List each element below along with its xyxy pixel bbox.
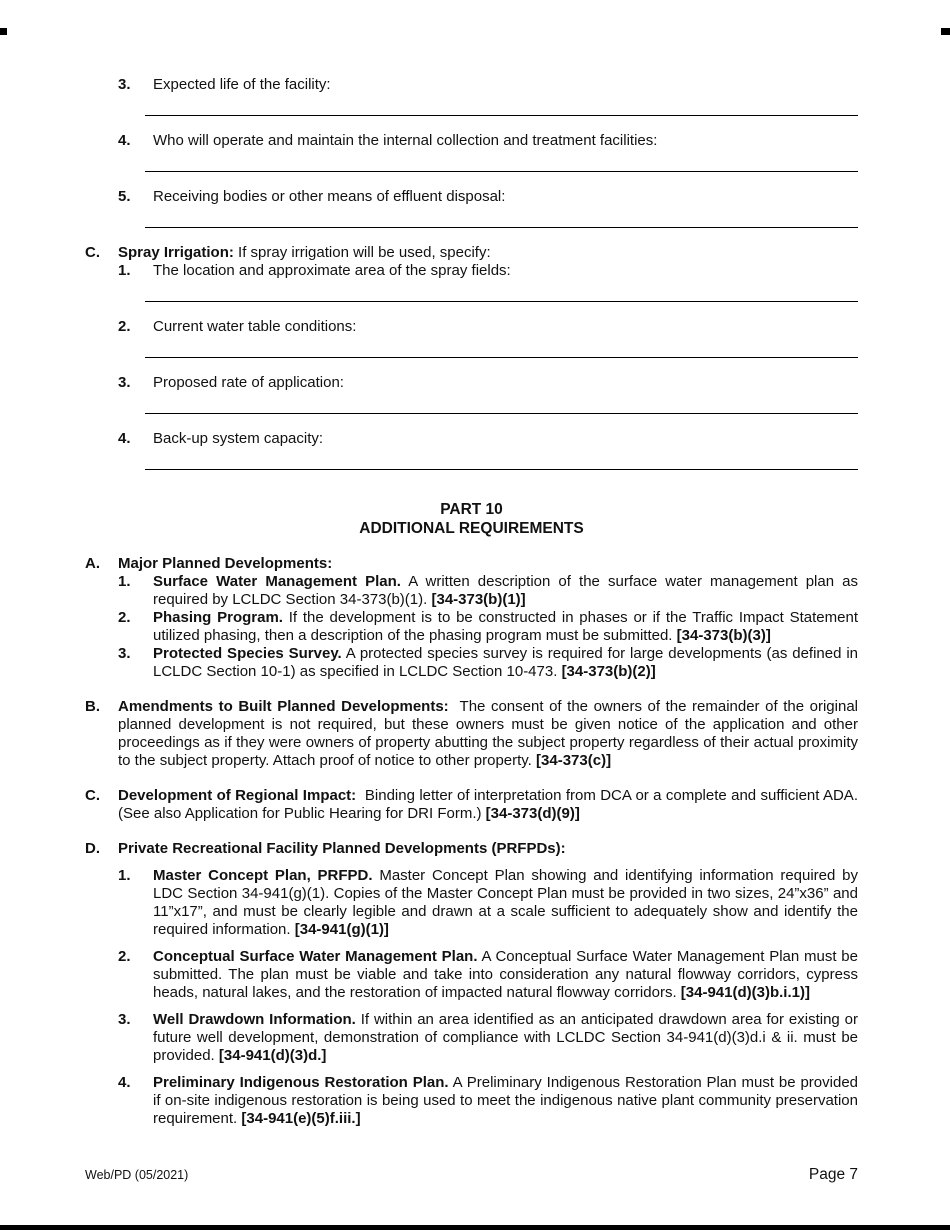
item-number: 3. bbox=[118, 1011, 131, 1028]
item-label: Current water table conditions: bbox=[153, 318, 357, 335]
item-number: 5. bbox=[118, 188, 131, 205]
section-heading-text bbox=[118, 244, 858, 262]
item-label: The location and approximate area of the spray fields: bbox=[153, 262, 511, 279]
answer-blank-line bbox=[145, 227, 858, 228]
code-reference: [34-941(d)(3)d.] bbox=[218, 1047, 327, 1064]
requirement-item bbox=[118, 573, 858, 609]
item-label: Proposed rate of application: bbox=[153, 374, 344, 391]
section-paragraph: Amendments to Built Planned Developments: The consent of the owners of the remainder of the original planned development is not required, but these owners must be given notice of the application and other proceedings as if they were owners of property abutting the subject property regardless of their actual proximity to the subject property. Attach proof of notice to other property. [34-373(c)] bbox=[118, 698, 858, 769]
code-reference: [34-941(e)(5)f.iii.] bbox=[241, 1110, 361, 1127]
code-reference: [34-373(b)(3)] bbox=[676, 627, 771, 644]
code-reference: [34-373(b)(1)] bbox=[431, 591, 526, 608]
form-field bbox=[85, 188, 858, 244]
page-footer bbox=[85, 1166, 858, 1184]
code-reference: [34-941(d)(3)b.i.1)] bbox=[680, 984, 810, 1001]
form-field bbox=[85, 76, 858, 132]
item-number: 4. bbox=[118, 430, 131, 447]
form-field bbox=[85, 318, 858, 374]
section-letter: C. bbox=[85, 244, 100, 261]
item-number: 3. bbox=[118, 374, 131, 391]
answer-blank-line bbox=[145, 301, 858, 302]
section-letter: B. bbox=[85, 698, 100, 715]
requirement-item bbox=[118, 1074, 858, 1128]
requirement-text: Surface Water Management Plan. A written description of the surface water management plan as required by LCLDC Section 34-373(b)(1). [34-373(b)(1)] bbox=[153, 573, 859, 608]
code-reference: [34-941(g)(1)] bbox=[294, 921, 389, 938]
requirement-text: Protected Species Survey. A protected species survey is required for large developments (as defined in LCLDC Section 10-1) as specified in LCLDC Section 10-473. [34-373(b)(2)] bbox=[153, 645, 858, 680]
code-reference: [34-373(c)] bbox=[536, 752, 612, 769]
section-heading: Major Planned Developments: bbox=[118, 555, 333, 572]
item-number: 4. bbox=[118, 132, 131, 149]
item-number: 2. bbox=[118, 609, 131, 626]
answer-blank-line bbox=[145, 469, 858, 470]
item-number: 1. bbox=[118, 262, 131, 279]
section-heading: Private Recreational Facility Planned Developments (PRFPDs): bbox=[118, 840, 566, 857]
requirement-item bbox=[118, 867, 858, 939]
section-letter: A. bbox=[85, 555, 100, 572]
section-letter: C. bbox=[85, 787, 100, 804]
section-letter: D. bbox=[85, 840, 100, 857]
footer-page-number: Page 7 bbox=[808, 1166, 858, 1183]
requirement-text: Master Concept Plan, PRFPD. Master Concept Plan showing and identifying information required by LDC Section 34-941(g)(1). Copies of the Master Concept Plan must be provided in two sizes, 24”x36” and 11”x17”, and must be clearly legible and drawn at a scale sufficient to adequately show and identify the required information. [34-941(g)(1)] bbox=[153, 867, 858, 938]
requirement-text: Phasing Program. If the development is to be constructed in phases or if the Traffic Impact Statement utilized phasing, then a description of the phasing program must be submitted. [34-373(b)(3)] bbox=[153, 609, 858, 644]
requirement-text: Well Drawdown Information. If within an area identified as an anticipated drawdown area for existing or future well development, demonstration of compliance with LCLDC Section 34-941(d)(3)d.i & ii. must be provided. [34-941(d)(3)d.] bbox=[153, 1011, 858, 1064]
requirement-text: Preliminary Indigenous Restoration Plan. A Preliminary Indigenous Restoration Plan must be provided if on-site indigenous restoration is being used to meet the indigenous native plant community preservation requirement. [34-941(e)(5)f.iii.] bbox=[153, 1074, 858, 1127]
item-number: 1. bbox=[118, 573, 131, 590]
part-10-heading bbox=[85, 500, 858, 538]
section-major-planned-developments bbox=[85, 555, 858, 681]
scan-artifact bbox=[941, 28, 950, 35]
form-field bbox=[85, 262, 858, 318]
scan-artifact bbox=[0, 28, 7, 35]
item-number: 1. bbox=[118, 867, 131, 884]
item-label: Receiving bodies or other means of effluent disposal: bbox=[153, 188, 506, 205]
answer-blank-line bbox=[145, 115, 858, 116]
item-number: 2. bbox=[118, 318, 131, 335]
item-label: Expected life of the facility: bbox=[153, 76, 331, 93]
form-field bbox=[85, 430, 858, 486]
section-dri bbox=[85, 787, 858, 823]
answer-blank-line bbox=[145, 413, 858, 414]
form-field bbox=[85, 132, 858, 188]
item-number: 4. bbox=[118, 1074, 131, 1091]
section-paragraph: Development of Regional Impact: Binding letter of interpretation from DCA or a complete and sufficient ADA. (See also Application for Public Hearing for DRI Form.) [34-373(d)(9)] bbox=[118, 787, 858, 822]
item-number: 3. bbox=[118, 645, 131, 662]
code-reference: [34-373(b)(2)] bbox=[561, 663, 656, 680]
item-number: 2. bbox=[118, 948, 131, 965]
requirement-item bbox=[118, 609, 858, 645]
part-subtitle: ADDITIONAL REQUIREMENTS bbox=[359, 520, 584, 537]
scan-artifact bbox=[0, 1225, 950, 1230]
section-prfpd bbox=[85, 840, 858, 1128]
item-label: Who will operate and maintain the internal collection and treatment facilities: bbox=[153, 132, 658, 149]
requirement-item bbox=[118, 645, 858, 681]
item-label: Back-up system capacity: bbox=[153, 430, 324, 447]
requirement-item bbox=[118, 1011, 858, 1065]
answer-blank-line bbox=[145, 171, 858, 172]
requirement-item bbox=[118, 948, 858, 1002]
form-field bbox=[85, 374, 858, 430]
section-intro: If spray irrigation will be used, specify: bbox=[238, 244, 491, 261]
section-spray-irrigation-heading bbox=[85, 244, 858, 262]
part-title: PART 10 bbox=[440, 501, 503, 518]
requirement-text: Conceptual Surface Water Management Plan. A Conceptual Surface Water Management Plan must be submitted. The plan must be viable and take into consideration any natural flowway corridors, cypress heads, natural lakes, and the restoration of impacted natural flowway corridors. [34-941(d)(3)b.i.1)] bbox=[153, 948, 858, 1001]
section-title: Spray Irrigation: bbox=[118, 244, 234, 261]
code-reference: [34-373(d)(9)] bbox=[485, 805, 580, 822]
section-amendments-built-pd bbox=[85, 698, 858, 770]
footer-version: Web/PD (05/2021) bbox=[85, 1168, 189, 1182]
item-number: 3. bbox=[118, 76, 131, 93]
answer-blank-line bbox=[145, 357, 858, 358]
